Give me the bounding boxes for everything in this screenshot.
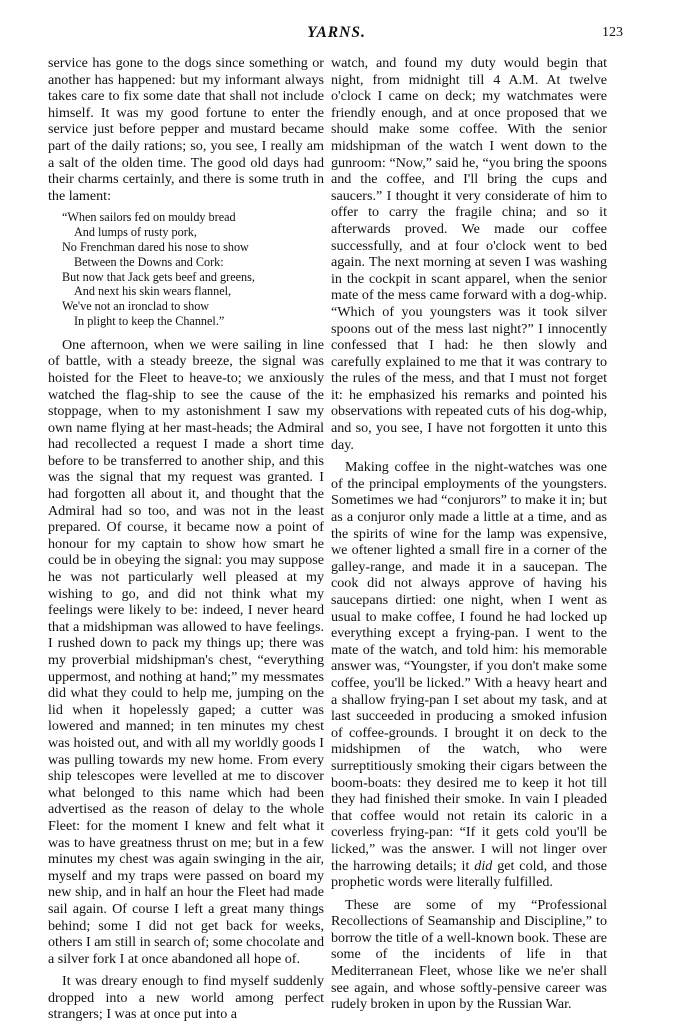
paragraph: It was dreary enough to find myself suddenly dropped into a new world among perfect strangers; I was at once put into a [48, 973, 324, 1023]
paragraph: One afternoon, when we were sailing in line of battle, with a steady breeze, the signal was hoisted for the Fleet to heave-to; we anxiously watched the flag-ship to see the cause of the stoppage, when to my astonishment I saw my own name flying at her mast-heads; the Admiral had recollected a request I made a short time before to be transferred to another ship, and this was the signal that my request was granted. I had forgotten all about it, and thought that the Admiral had so too, and was not in the least prepared. Of course, it became now a point of honour for my captain to show how smart he could be in obeying the signal: you may suppose he was not particularly well pleased at my wishing to go, and did not think what my feelings were likely to be: indeed, I never heard that a midshipman was allowed to have feelings. I rushed down to pack my things up; there was my proverbial midshipman's chest, “everything uppermost, and nothing at hand;” my messmates did what they could to help me, jumping on the lid when it hopelessly gaped; a cutter was lowered and manned; in ten minutes my chest was hoisted out, and with all my worldly goods I was pulling towards my new home. From every ship telescopes were levelled at me to discover what belonged to this name which had been advertised as the reason of delay to the whole Fleet: for the moment I knew and felt what it was to have greatness thrust on me; but in a few minutes my chest was again swinging in the air, myself and my traps were passed on board my new ship, and in half an hour the Fleet had made sail again. Of course I left a great many things behind; some I did not get back for weeks, others I am still in search of; some chocolate and a silver fork I at once abandoned all hope of. [48, 336, 324, 967]
left-column [48, 55, 324, 1023]
page-header [0, 24, 673, 46]
poem-line: And lumps of rusty pork, [74, 225, 197, 240]
poem-line: We've not an ironclad to show [62, 299, 210, 314]
poem-line: In plight to keep the Channel.” [74, 313, 225, 328]
right-column [331, 55, 607, 1013]
poem-line: Between the Downs and Cork: [74, 254, 224, 269]
text-run: Making coffee in the night-watches was one of the principal employments of the youngsters. Sometimes we had “conjurors” to make it in; but as a conjuror only made a little at a time, and as the spirits of wine for the lamp was expensive, we oftener lighted a small fire in a corner of the galley-range, and made it in a saucepan. The cook did not always approve of having his saucepans dirtied: one night, when I went as usual to make coffee, I found he had locked up everything except a frying-pan. I went to the mate of the watch, and told him: his memorable answer was, “Youngster, if you don't make some coffee, you'll be licked.” With a heavy heart and a shallow frying-pan I set about my task, and at last succeeded in producing a smoked infusion of coffee-grounds. I brought it on deck to the midshipmen of the watch, who were surreptitiously smoking their cigars between the boom-boats: they desired me to keep it hot till they had finished their smoke. In vain I pleaded that coffee would not retain its caloric in a coverless frying-pan: “If it gets cold you'll be licked,” was the answer. I will not linger over the harrowing details; it [331, 459, 607, 874]
poem-line: And next his skin wears flannel, [74, 284, 232, 299]
text-run: get cold, and those prophetic words were literally fulfilled. [331, 857, 607, 891]
poem-line: But now that Jack gets beef and greens, [62, 269, 255, 284]
paragraph: These are some of my “Professional Recollections of Seamanship and Discipline,” to borrow the title of a well-known book. These are some of the incidents of life in that Mediterranean Fleet, whose like we ne'er shall see again, and whose softly-pensive career was rudely broken in upon by the Russian War. [331, 896, 607, 1013]
paragraph: service has gone to the dogs since something or another has happened: but my informant always takes care to fix some date that shall not include himself. It was my good fortune to enter the service just before pepper and mustard became part of the daily rations; so, you see, I really am a salt of the olden time. The good old days had their charms certainly, and there is some truth in the lament: [48, 55, 324, 204]
paragraph: watch, and found my duty would begin that night, from midnight till 4 A.M. At twelve o'clock I came on deck; my watchmates were friendly enough, and at once proposed that we should make some coffee. With the senior midshipman of the watch I went down to the gunroom: “Now,” said he, “you bring the spoons and the coffee, and I'll bring the cups and saucers.” I thought it very considerate of him to offer to carry the fragile china; and so it afterwards proved. We made our coffee successfully, and at four o'clock went to bed again. The next morning at seven I was washing in the cockpit in scant apparel, when the senior mate of the mess came forward with a dog-whip. “Which of you youngsters was it took silver spoons out of the mess last night?” I innocently confessed that I had: he then slowly and carefully explained to me that it was contrary to the rules of the mess, and that I must not forget it: he emphasized his remarks and pointed his observations with repeated cuts of his dog-whip, and so, you see, I have not forgotten it unto this day. [331, 55, 607, 453]
poem-line: No Frenchman dared his nose to show [62, 239, 249, 254]
paragraph [331, 459, 607, 890]
running-title: YARNS. [307, 24, 366, 41]
page-number: 123 [602, 25, 623, 40]
poem-line: “When sailors fed on mouldy bread [62, 210, 236, 225]
emphasis: did [474, 857, 493, 874]
poem [62, 210, 324, 328]
